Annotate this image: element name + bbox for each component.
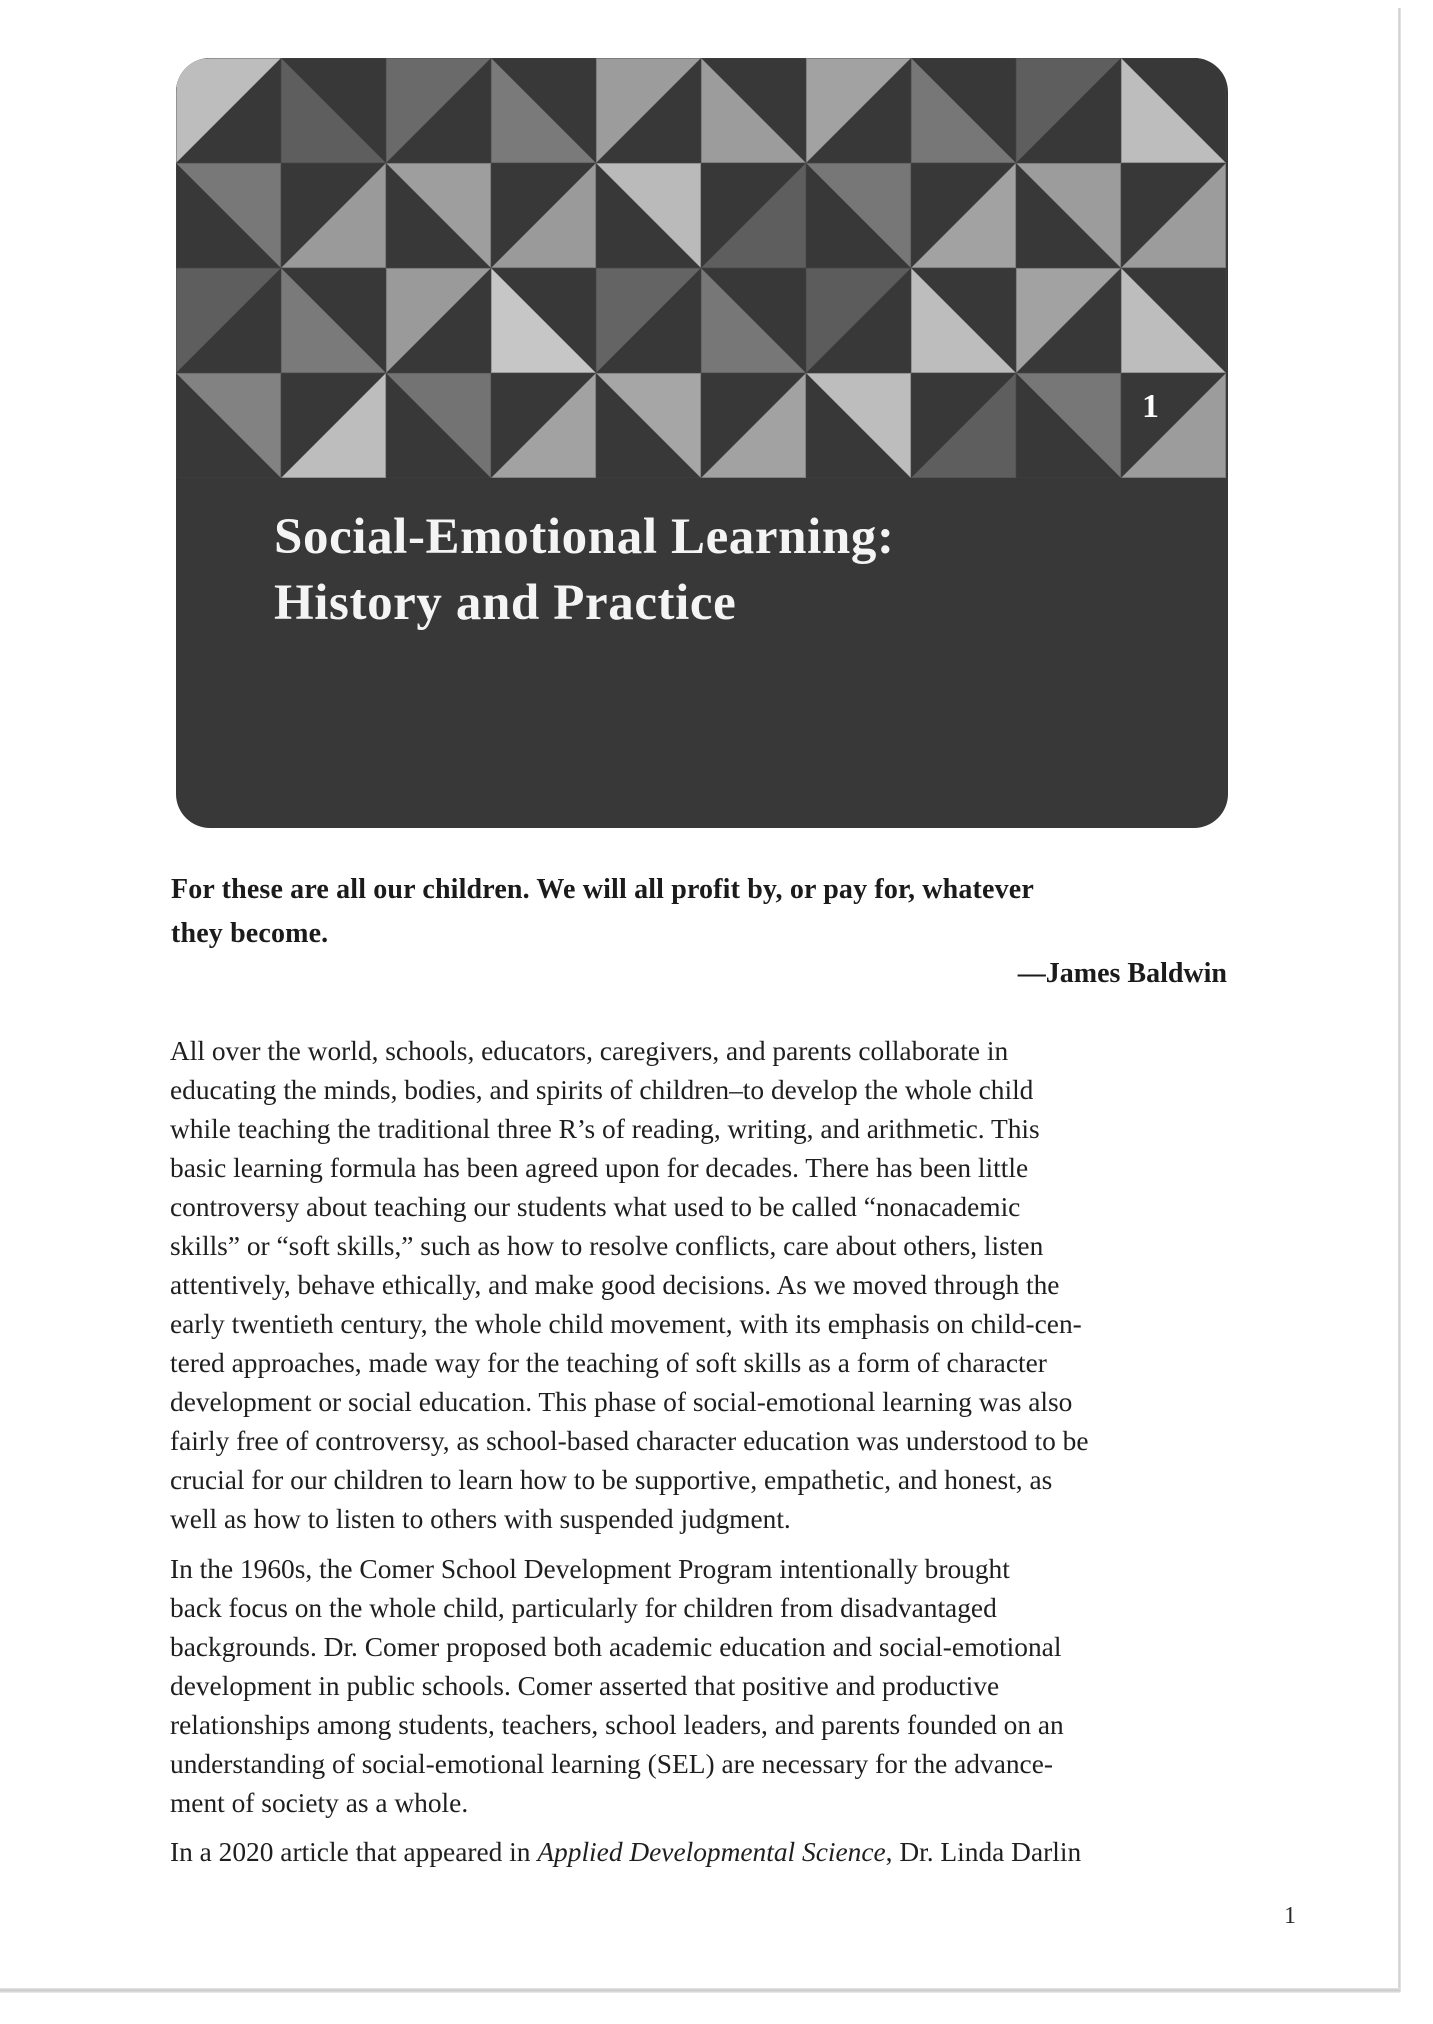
paragraph-line: backgrounds. Dr. Comer proposed both academic education and social-emotional	[170, 1632, 1062, 1662]
paragraph-line: educating the minds, bodies, and spirits of children–to develop the whole child	[170, 1075, 1034, 1105]
page-number: 1	[1284, 1903, 1296, 1929]
body-paragraph-3	[170, 1833, 1240, 1872]
paragraph-line: back focus on the whole child, particularly for children from disadvantaged	[170, 1593, 997, 1623]
paragraph-line: crucial for our children to learn how to be supportive, empathetic, and honest, as	[170, 1465, 1053, 1495]
paragraph-line: All over the world, schools, educators, caregivers, and parents collaborate in	[170, 1036, 1009, 1066]
chapter-banner	[176, 58, 1228, 828]
paragraph-line	[170, 1833, 1240, 1872]
paragraph-line: ment of society as a whole.	[170, 1788, 469, 1818]
paragraph-line: while teaching the traditional three R’s of reading, writing, and arithmetic. This	[170, 1114, 1040, 1144]
body-paragraph-2	[170, 1550, 1240, 1823]
epigraph-attribution: —James Baldwin	[1017, 958, 1227, 989]
chapter-title	[274, 504, 895, 636]
epigraph-line: they become.	[171, 918, 329, 949]
paragraph-line: tered approaches, made way for the teaching of soft skills as a form of character	[170, 1348, 1047, 1378]
paragraph-line: basic learning formula has been agreed upon for decades. There has been little	[170, 1153, 1029, 1183]
paragraph-line: attentively, behave ethically, and make good decisions. As we moved through the	[170, 1270, 1060, 1300]
paragraph-line: early twentieth century, the whole child movement, with its emphasis on child-cen-	[170, 1309, 1082, 1339]
chapter-number: 1	[1142, 388, 1159, 425]
paragraph-line: relationships among students, teachers, school leaders, and parents founded on an	[170, 1710, 1064, 1740]
text-run: , Dr. Linda Darlin	[885, 1837, 1082, 1867]
text-run: In a 2020 article that appeared in	[170, 1837, 538, 1867]
geometric-triangle-pattern	[176, 58, 1228, 478]
paragraph-line: controversy about teaching our students what used to be called “nonacademic	[170, 1192, 1021, 1222]
paragraph-line: fairly free of controversy, as school-based character education was understood to be	[170, 1426, 1089, 1456]
paragraph-line: development in public schools. Comer asserted that positive and productive	[170, 1671, 1000, 1701]
paragraph-line: In the 1960s, the Comer School Development Program intentionally brought	[170, 1554, 1010, 1584]
paragraph-line: understanding of social-emotional learning (SEL) are necessary for the advance-	[170, 1749, 1053, 1779]
paragraph-line: well as how to listen to others with suspended judgment.	[170, 1504, 791, 1534]
page-edge-right	[1398, 8, 1401, 1992]
body-paragraph-1	[170, 1032, 1240, 1539]
chapter-title-line-2: History and Practice	[274, 575, 737, 631]
epigraph-quote	[171, 868, 1227, 956]
paragraph-line: skills” or “soft skills,” such as how to resolve conflicts, care about others, listen	[170, 1231, 1044, 1261]
journal-title: Applied Developmental Science	[537, 1837, 886, 1867]
paragraph-line: development or social education. This phase of social-emotional learning was also	[170, 1387, 1073, 1417]
chapter-title-line-1: Social-Emotional Learning:	[274, 509, 895, 565]
epigraph-line: For these are all our children. We will all profit by, or pay for, whatever	[171, 874, 1034, 905]
page-edge-bottom	[0, 1988, 1400, 1993]
